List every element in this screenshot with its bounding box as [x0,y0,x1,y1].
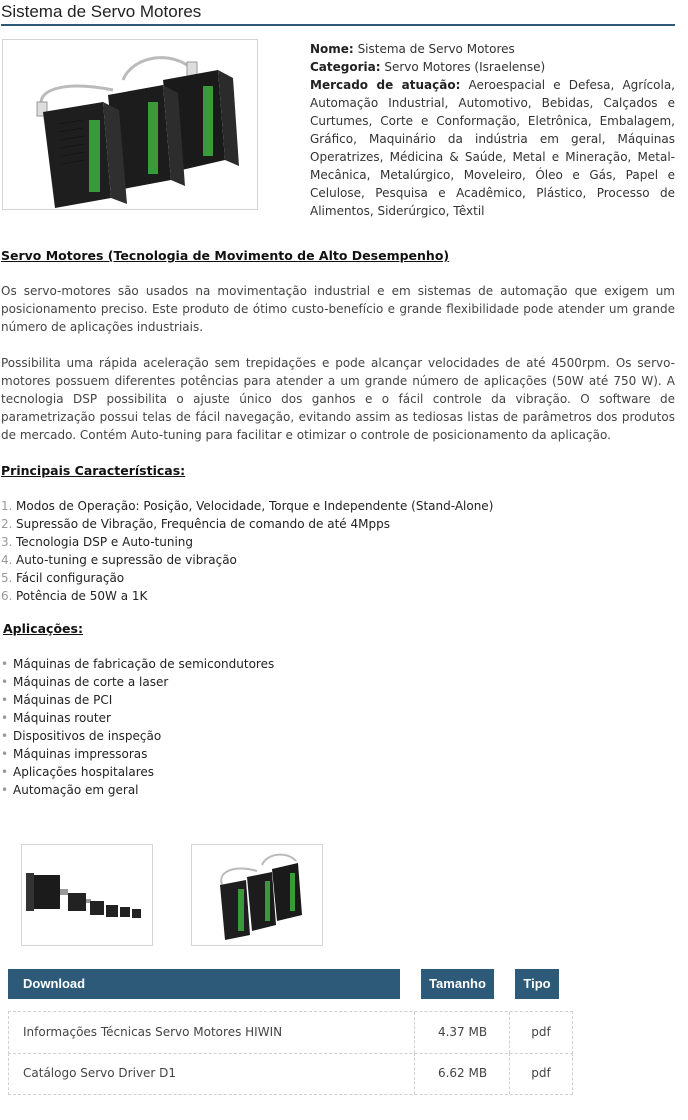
nome-value: Sistema de Servo Motores [357,42,515,56]
list-item: 2. Supressão de Vibração, Frequência de comando de até 4Mpps [1,517,390,531]
bullet-icon: • [1,657,9,671]
file-type: pdf [531,1025,551,1039]
list-item: 1. Modos de Operação: Posição, Velocidade, Torque e Independente (Stand-Alone) [1,499,494,513]
list-item: 6. Potência de 50W a 1K [1,589,148,603]
categoria-value: Servo Motores (Israelense) [384,60,546,74]
list-item: • Aplicações hospitalares [1,765,155,779]
download-link[interactable]: Informações Técnicas Servo Motores HIWIN [23,1025,283,1039]
product-image-servo-drivers[interactable] [2,39,258,210]
size-column-header: Tamanho [421,969,494,999]
download-column-header: Download [8,969,400,999]
bullet-icon: • [1,765,9,779]
thumbnail-servo-motors[interactable] [21,844,153,946]
thumbnail-servo-drivers[interactable] [191,844,323,946]
list-item: • Máquinas impressoras [1,747,148,761]
table-row[interactable] [8,1011,573,1054]
list-item: • Máquinas router [1,711,111,725]
list-item: • Automação em geral [1,783,139,797]
list-item: • Máquinas de corte a laser [1,675,169,689]
table-row[interactable] [8,1053,573,1095]
mercado-value: Aeroespacial e Defesa, Agrícola, Automação Industrial, Automotivo, Bebidas, Calçados e Curtumes, Corte e Conformação, Eletrônica, Embalagem, Gráfico, Maquinário da indústria em geral, Máquinas Operatrizes, Médicina & Saúde, Metal e Mineração, Metal-Mecânica, Metalúrgico, Moveleiro, Óleo e Gás, Papel e Celulose, Pesquisa e Acadêmico, Plástico, Processo de Alimentos, Siderúrgico, Têxtil [310,78,675,218]
servo-drivers-illustration [192,845,322,945]
mercado-label: Mercado de atuação: [310,78,461,92]
servo-drivers-illustration [3,40,257,209]
page-title: Sistema de Servo Motores [1,2,675,26]
list-item: 5. Fácil configuração [1,571,125,585]
bullet-icon: • [1,747,9,761]
servo-motors-illustration [22,845,152,945]
download-link[interactable]: Catálogo Servo Driver D1 [23,1066,177,1080]
description-paragraph-2: Possibilita uma rápida aceleração sem trepidações e pode alcançar velocidades de até 4500rpm. Os servo-motores possuem diferentes potências para atender a um grande número de aplicações (50W até 750 W). A tecnologia DSP possibilita o ajuste único dos ganhos e o fácil controle da vibração. O software de parametrização possui telas de fácil navegação, evitando assim as tediosas listas de parâmetros dos produtos de mercado. Contém Auto-tuning para facilitar e otimizar o controle de posicionamento da aplicação. [1,356,675,442]
categoria-label: Categoria: [310,60,381,74]
features-list [1,497,493,605]
bullet-icon: • [1,783,9,797]
bullet-icon: • [1,729,9,743]
description-heading: Servo Motores (Tecnologia de Movimento de Alto Desempenho) [1,248,450,263]
applications-heading: Aplicações: [3,621,83,636]
list-item: 4. Auto-tuning e supressão de vibração [1,553,237,567]
list-item: • Máquinas de PCI [1,693,113,707]
type-column-header: Tipo [515,969,559,999]
bullet-icon: • [1,693,9,707]
list-item: 3. Tecnologia DSP e Auto-tuning [1,535,194,549]
applications-list [1,655,274,799]
description-paragraph-1: Os servo-motores são usados na movimentação industrial e em sistemas de automação que exigem um posicionamento preciso. Este produto de ótimo custo-benefício e grande flexibilidade pode atender um grande número de aplicações industriais. [1,284,675,334]
features-heading: Principais Características: [1,463,186,478]
list-item: • Máquinas de fabricação de semicondutores [1,657,275,671]
nome-label: Nome: [310,42,354,56]
file-size: 4.37 MB [437,1025,488,1039]
bullet-icon: • [1,675,9,689]
product-info [310,40,675,220]
file-type: pdf [531,1066,551,1080]
file-size: 6.62 MB [437,1066,488,1080]
bullet-icon: • [1,711,9,725]
list-item: • Dispositivos de inspeção [1,729,162,743]
